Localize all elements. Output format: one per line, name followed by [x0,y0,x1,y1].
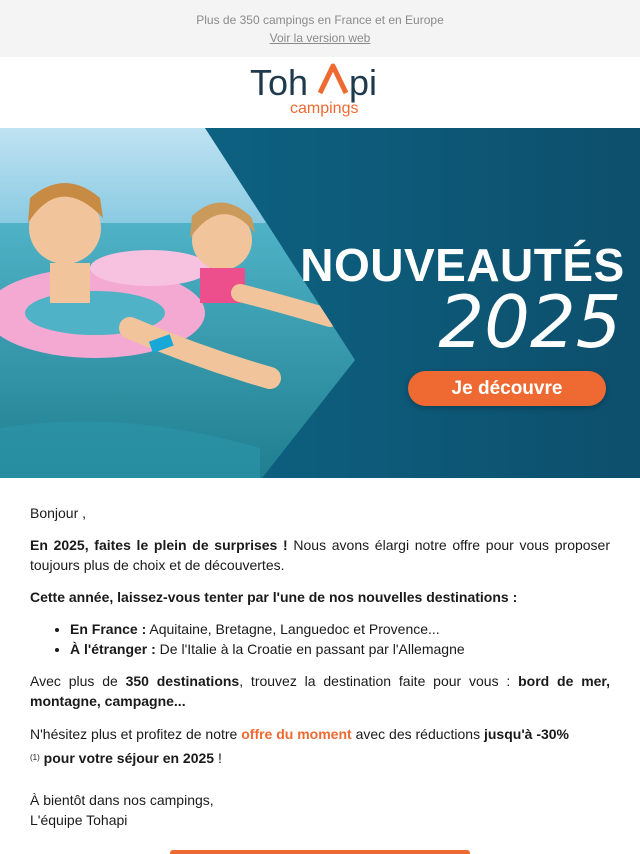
preheader [0,0,640,57]
hero-title: NOUVEAUTÉS [300,239,625,291]
intro-paragraph: En 2025, faites le plein de surprises ! Nous avons élargi notre offre pour vous proposer toujours plus de choix et de découvertes. [30,537,611,573]
offer-paragraph: N'hésitez plus et profitez de notre offre du moment avec des réductions jusqu'à -30% $^{(1)}$ pour votre séjour en 2025 ! [30,726,570,766]
list-item: • À l'étranger : De l'Italie à la Croatie en passant par l'Allemagne [70,639,610,659]
web-version-link[interactable]: Voir la version web [269,31,371,45]
hero-year: 2025 [438,280,622,364]
logo-sub: campings [290,100,359,117]
bottom-button[interactable] [170,850,470,854]
svg-text:pi: pi [349,62,378,103]
signature: À bientôt dans nos campings, L'équipe Tohapi [30,792,214,828]
discover-button[interactable]: Je découvre [408,371,606,406]
greeting: Bonjour , [30,505,87,521]
tohapi-logo[interactable] [0,57,640,128]
list-item: • En France : Aquitaine, Bretagne, Languedoc et Provence... [70,619,610,639]
preheader-tagline: Plus de 350 campings en France et en Europe [196,13,444,27]
logo-mark [248,61,392,119]
svg-text:Toh: Toh [250,62,309,103]
destinations-list [70,619,610,659]
destinations-heading: Cette année, laissez-vous tenter par l'une de nos nouvelles destinations : [30,589,518,605]
destinations-paragraph: Avec plus de 350 destinations, trouvez la destination faite pour vous : bord de mer, montagne, campagne... [30,673,611,709]
email-body [30,503,610,830]
hero-banner[interactable] [0,128,640,478]
offer-link[interactable]: offre du moment [241,726,352,742]
